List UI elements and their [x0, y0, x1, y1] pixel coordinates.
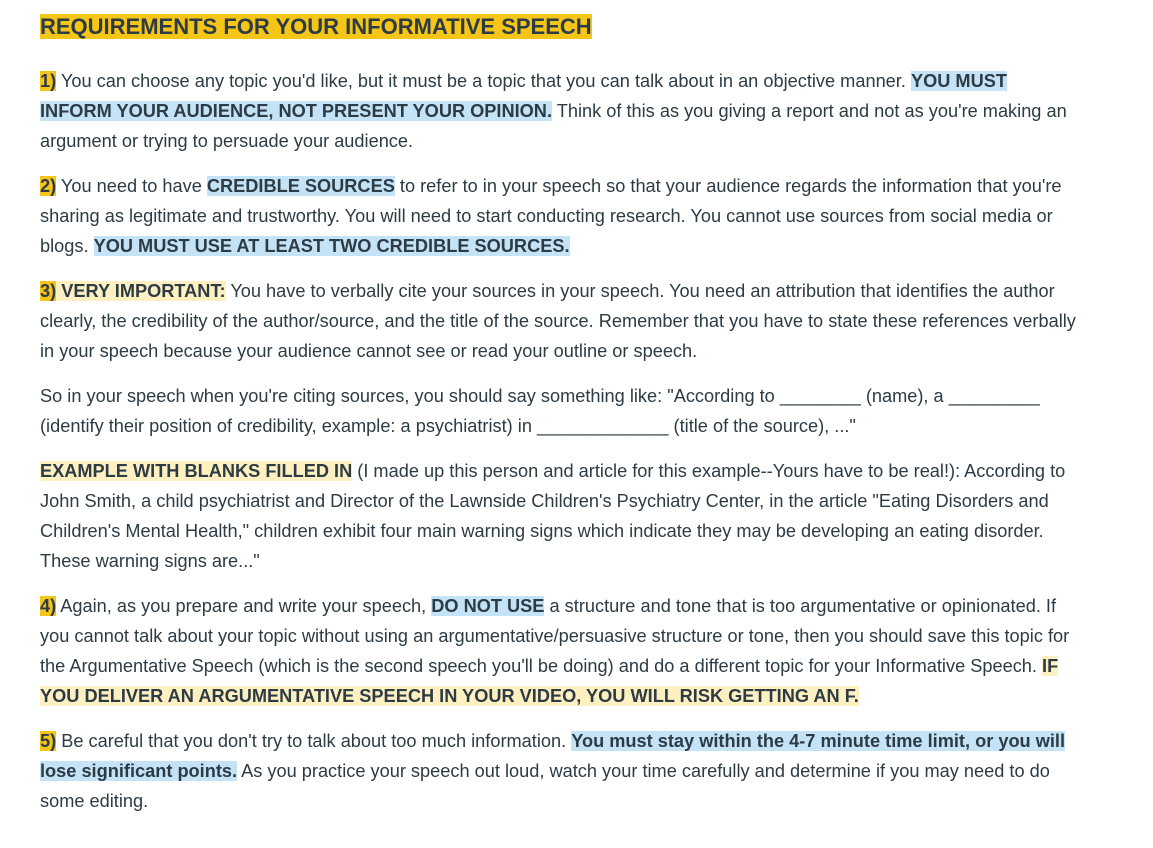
- requirement-1: [40, 66, 1083, 156]
- requirement-4-emphasis-b: IF YOU DELIVER AN ARGUMENTATIVE SPEECH IN YOUR VIDEO, YOU WILL RISK GETTING AN F.: [40, 656, 1059, 706]
- requirement-2-text-a: You need to have: [56, 176, 207, 196]
- requirement-2-emphasis-b: YOU MUST USE AT LEAST TWO CREDIBLE SOURCES.: [93, 236, 570, 256]
- requirement-5: [40, 726, 1083, 816]
- citation-template: [40, 381, 1083, 441]
- requirement-5-text-a: Be careful that you don't try to talk about too much information.: [56, 731, 572, 751]
- requirement-5-text-b: As you practice your speech out loud, watch your time carefully and determine if you may need to do some editing.: [40, 761, 1050, 811]
- requirement-1-text-a: You can choose any topic you'd like, but it must be a topic that you can talk about in an objective manner.: [56, 71, 911, 91]
- requirement-3-number: 3): [40, 281, 57, 301]
- requirement-4: [40, 591, 1083, 711]
- requirement-4-text-a: Again, as you prepare and write your speech,: [56, 596, 432, 616]
- citation-template-text: So in your speech when you're citing sources, you should say something like: "According to ________ (name), a _________ (identify their position of credibility, example: a psychiatrist) in _____________ (title of the source), ...": [40, 386, 1040, 436]
- example-text: (I made up this person and article for this example--Yours have to be real!): According to John Smith, a child psychiatrist and Director of the Lawnside Children's Psychiatry Center, in the article "Eating Disorders and Children's Mental Health," children exhibit four main warning signs which indicate they may be developing an eating disorder. These warning signs are...": [40, 461, 1066, 571]
- example-paragraph: [40, 456, 1083, 576]
- requirement-5-emphasis: You must stay within the 4-7 minute time limit, or you will lose significant points.: [40, 731, 1066, 781]
- requirement-2-emphasis-a: CREDIBLE SOURCES: [206, 176, 395, 196]
- requirement-3-text: You have to verbally cite your sources in your speech. You need an attribution that identifies the author clearly, the credibility of the author/source, and the title of the source. Remember that you have to state these references verbally in your speech because your audience cannot see or read your outline or speech.: [40, 281, 1076, 361]
- requirement-5-number: 5): [40, 731, 57, 751]
- requirement-4-number: 4): [40, 596, 57, 616]
- requirement-3: [40, 276, 1083, 366]
- example-heading: EXAMPLE WITH BLANKS FILLED IN: [40, 461, 353, 481]
- requirement-1-text-b: Think of this as you giving a report and not as you're making an argument or trying to persuade your audience.: [40, 101, 1067, 151]
- requirement-4-emphasis-a: DO NOT USE: [431, 596, 545, 616]
- title-text: REQUIREMENTS FOR YOUR INFORMATIVE SPEECH: [40, 14, 592, 39]
- requirement-2: [40, 171, 1083, 261]
- requirement-2-text-b: to refer to in your speech so that your audience regards the information that you're sharing as legitimate and trustworthy. You will need to start conducting research. You cannot use sources from social media or blogs.: [40, 176, 1062, 256]
- requirement-1-emphasis: YOU MUST INFORM YOUR AUDIENCE, NOT PRESENT YOUR OPINION.: [40, 71, 1007, 121]
- requirement-4-text-b: a structure and tone that is too argumentative or opinionated. If you cannot talk about your topic without using an argumentative/persuasive structure or tone, then you should save this topic for the Argumentative Speech (which is the second speech you'll be doing) and do a different topic for your Informative Speech.: [40, 596, 1070, 676]
- requirement-2-number: 2): [40, 176, 57, 196]
- page-title: [40, 12, 1083, 42]
- requirement-3-emphasis: VERY IMPORTANT:: [56, 281, 226, 301]
- requirement-1-number: 1): [40, 71, 57, 91]
